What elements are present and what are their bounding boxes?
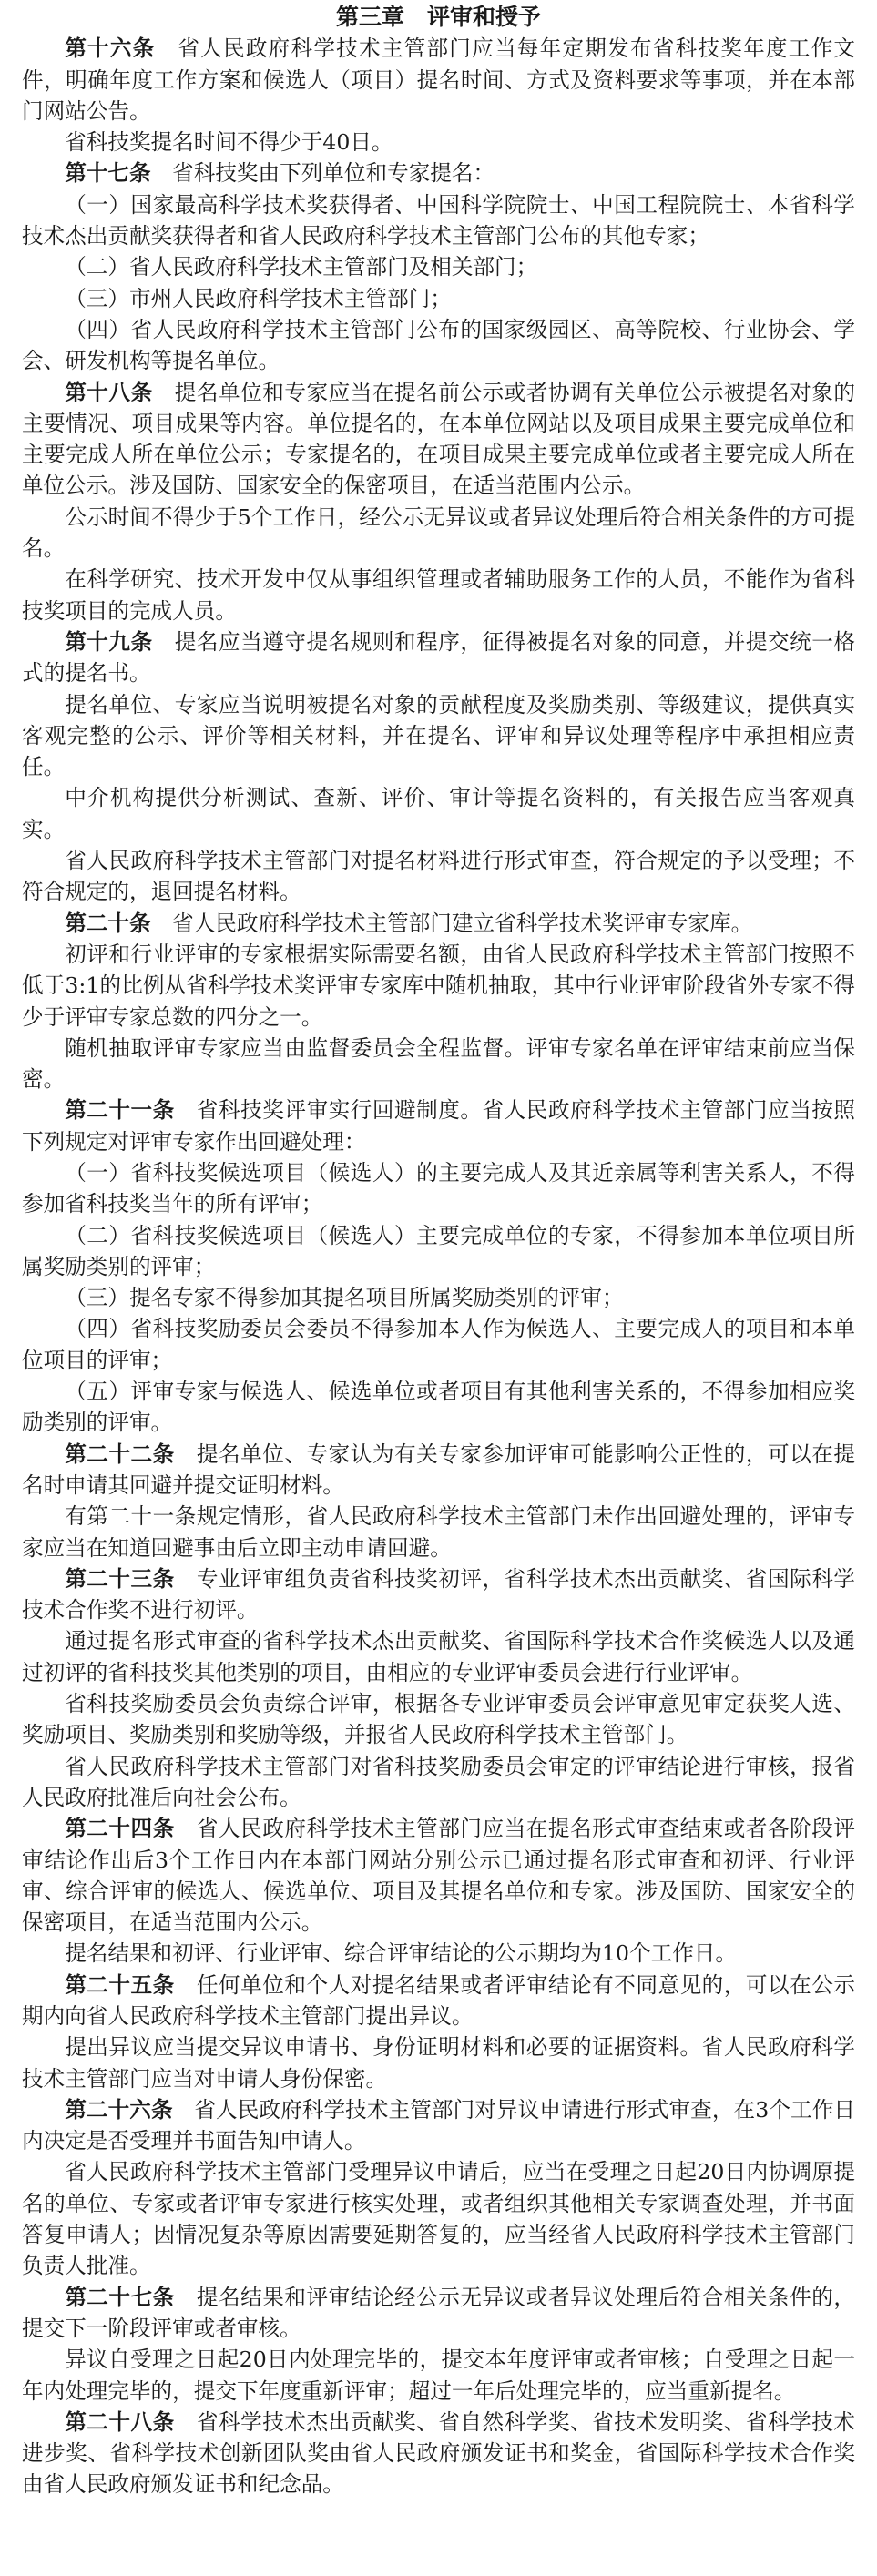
paragraph xyxy=(22,689,855,783)
paragraph-text: 省人民政府科学技术主管部门受理异议申请后，应当在受理之日起20日内协调原提名的单位、专家或者评审专家进行核实处理，或者组织其他相关专家调查处理，并书面答复申请人；因情况复杂等原因需要延期答复的，应当经省人民政府科学技术主管部门负责人批准。 xyxy=(22,2159,855,2279)
paragraph-text: 提名单位、专家应当说明被提名对象的贡献程度及奖励类别、等级建议，提供真实客观完整的公示、评价等相关材料，并在提名、评审和异议处理等程序中承担相应责任。 xyxy=(22,691,855,780)
paragraph-text: 有第二十一条规定情形，省人民政府科学技术主管部门未作出回避处理的，评审专家应当在知道回避事由后立即主动申请回避。 xyxy=(22,1503,855,1561)
paragraph xyxy=(22,1751,855,1814)
paragraph-text: （四）省人民政府科学技术主管部门公布的国家级园区、高等院校、行业协会、学会、研发机构等提名单位。 xyxy=(22,316,855,374)
paragraph-text: （三）提名专家不得参加其提名项目所属奖励类别的评审； xyxy=(65,1285,624,1311)
article-number: 第二十四条 xyxy=(65,1816,175,1842)
article-number: 第二十一条 xyxy=(65,1097,175,1124)
paragraph-text: 中介机构提供分析测试、查新、评价、审计等提名资料的，有关报告应当客观真实。 xyxy=(22,785,855,842)
paragraph xyxy=(22,2156,855,2281)
paragraph xyxy=(22,782,855,845)
paragraph-text: 省人民政府科学技术主管部门对异议申请进行形式审查，在3个工作日内决定是否受理并书面告知申请人。 xyxy=(22,2096,856,2154)
paragraph xyxy=(22,1282,855,1313)
paragraph-text: 提名单位、专家认为有关专家参加评审可能影响公正性的，可以在提名时申请其回避并提交证明材料。 xyxy=(22,1441,856,1498)
paragraph xyxy=(22,127,855,158)
paragraph xyxy=(22,1313,855,1376)
paragraph-text: 省科技奖由下列单位和专家提名： xyxy=(150,160,495,187)
paragraph xyxy=(22,1033,855,1095)
article-paragraph xyxy=(22,1813,855,1938)
paragraph-text: （五）评审专家与候选人、候选单位或者项目有其他利害关系的，不得参加相应奖励类别的评审。 xyxy=(22,1379,855,1436)
article-paragraph xyxy=(22,1439,855,1502)
paragraph-text: 提名结果和评审结论经公示无异议或者异议处理后符合相关条件的，提交下一阶段评审或者审核。 xyxy=(22,2284,856,2341)
article-paragraph xyxy=(22,1095,855,1157)
paragraph xyxy=(22,1625,855,1688)
paragraph-text: 省人民政府科学技术主管部门建立省科学技术奖评审专家库。 xyxy=(150,910,753,936)
paragraph-text: 专业评审组负责省科技奖初评，省科学技术杰出贡献奖、省国际科学技术合作奖不进行初评。 xyxy=(22,1565,856,1624)
paragraph xyxy=(22,939,855,1033)
article-paragraph xyxy=(22,626,855,689)
article-paragraph xyxy=(22,1563,855,1626)
paragraph-text: 公示时间不得少于5个工作日，经公示无异议或者异议处理后符合相关条件的方可提名。 xyxy=(22,504,855,562)
article-number: 第二十三条 xyxy=(65,1565,175,1592)
paragraph-text: （四）省科技奖励委员会委员不得参加本人作为候选人、主要完成人的项目和本单位项目的评审； xyxy=(22,1316,855,1373)
article-paragraph xyxy=(22,2094,855,2157)
paragraph xyxy=(22,251,855,282)
paragraph-text: （二）省科技奖候选项目（候选人）主要完成单位的专家，不得参加本单位项目所属奖励类别的评审； xyxy=(22,1222,855,1279)
paragraph-text: 省人民政府科学技术主管部门对省科技奖励委员会审定的评审结论进行审核，报省人民政府批准后向社会公布。 xyxy=(22,1753,855,1810)
paragraph xyxy=(22,283,855,314)
paragraph-text: 任何单位和个人对提名结果或者评审结论有不同意见的，可以在公示期内向省人民政府科学技术主管部门提出异议。 xyxy=(22,1971,856,2029)
article-paragraph xyxy=(22,158,855,188)
paragraph xyxy=(22,189,855,252)
article-paragraph xyxy=(22,33,855,127)
article-number: 第十六条 xyxy=(65,36,156,62)
paragraph-text: 省人民政府科学技术主管部门对提名材料进行形式审查，符合规定的予以受理；不符合规定的，退回提名材料。 xyxy=(22,848,855,905)
article-paragraph xyxy=(22,908,855,939)
document-body xyxy=(22,33,855,2500)
paragraph-text: 异议自受理之日起20日内处理完毕的，提交本年度评审或者审核；自受理之日起一年内处理完毕的，提交下年度重新评审；超过一年后处理完毕的，应当重新提名。 xyxy=(22,2347,855,2404)
paragraph-text: （三）市州人民政府科学技术主管部门； xyxy=(65,285,452,311)
paragraph-text: 省科技奖评审实行回避制度。省人民政府科学技术主管部门应当按照下列规定对评审专家作出回避处理： xyxy=(22,1097,856,1155)
paragraph xyxy=(22,564,855,626)
paragraph-text: 初评和行业评审的专家根据实际需要名额，由省人民政府科学技术主管部门按照不低于3:1的比例从省科学技术奖评审专家库中随机抽取，其中行业评审阶段省外专家不得少于评审专家总数的四分之一。 xyxy=(22,941,855,1030)
article-paragraph xyxy=(22,2407,855,2500)
paragraph-text: 随机抽取评审专家应当由监督委员会全程监督。评审专家名单在评审结束前应当保密。 xyxy=(22,1034,855,1093)
article-paragraph xyxy=(22,2282,855,2345)
paragraph xyxy=(22,2344,855,2407)
paragraph-text: （二）省人民政府科学技术主管部门及相关部门； xyxy=(65,254,538,280)
paragraph xyxy=(22,314,855,377)
paragraph xyxy=(22,2031,855,2094)
paragraph-text: 在科学研究、技术开发中仅从事组织管理或者辅助服务工作的人员，不能作为省科技奖项目的完成人员。 xyxy=(22,566,855,624)
paragraph-text: （一）国家最高科学技术奖获得者、中国科学院院士、中国工程院院士、本省科学技术杰出贡献奖获得者和省人民政府科学技术主管部门公布的其他专家； xyxy=(22,191,855,249)
article-number: 第十八条 xyxy=(65,379,153,405)
article-paragraph xyxy=(22,1970,855,2032)
paragraph-text: 通过提名形式审查的省科学技术杰出贡献奖、省国际科学技术合作奖候选人以及通过初评的省科技奖其他类别的项目，由相应的专业评审委员会进行行业评审。 xyxy=(22,1628,855,1685)
paragraph-text: 省人民政府科学技术主管部门应当每年定期发布省科技奖年度工作文件，明确年度工作方案和候选人（项目）提名时间、方式及资料要求等事项，并在本部门网站公告。 xyxy=(22,36,856,124)
article-number: 第二十五条 xyxy=(65,1971,175,1998)
article-number: 第二十七条 xyxy=(65,2284,175,2310)
article-number: 第二十六条 xyxy=(65,2096,173,2123)
paragraph-text: 提名单位和专家应当在提名前公示或者协调有关单位公示被提名对象的主要情况、项目成果等内容。单位提名的，在本单位网站以及项目成果主要完成单位和主要完成人所在单位公示；专家提名的，在项目成果主要完成单位或者主要完成人所在单位公示。涉及国防、国家安全的保密项目，在适当范围内公示。 xyxy=(22,379,855,499)
paragraph-text: （一）省科技奖候选项目（候选人）的主要完成人及其近亲属等利害关系人，不得参加省科技奖当年的所有评审； xyxy=(22,1159,855,1217)
paragraph-text: 省科学技术杰出贡献奖、省自然科学奖、省技术发明奖、省科学技术进步奖、省科学技术创新团队奖由省人民政府颁发证书和奖金，省国际科学技术合作奖由省人民政府颁发证书和纪念品。 xyxy=(22,2408,856,2498)
article-number: 第十七条 xyxy=(65,160,151,187)
paragraph xyxy=(22,1220,855,1283)
article-paragraph xyxy=(22,377,855,502)
paragraph xyxy=(22,1501,855,1563)
paragraph-text: 省科技奖励委员会负责综合评审，根据各专业评审委员会评审意见审定获奖人选、奖励项目、奖励类别和奖励等级，并报省人民政府科学技术主管部门。 xyxy=(22,1691,855,1748)
article-number: 第二十条 xyxy=(65,910,151,936)
article-number: 第二十二条 xyxy=(65,1441,175,1467)
paragraph xyxy=(22,845,855,908)
paragraph-text: 提名结果和初评、行业评审、综合评审结论的公示期均为10个工作日。 xyxy=(65,1940,738,1967)
paragraph xyxy=(22,1688,855,1751)
paragraph-text: 提名应当遵守提名规则和程序，征得被提名对象的同意，并提交统一格式的提名书。 xyxy=(22,628,855,687)
paragraph xyxy=(22,1157,855,1220)
article-number: 第二十八条 xyxy=(65,2408,175,2435)
paragraph xyxy=(22,1938,855,1969)
paragraph-text: 提出异议应当提交异议申请书、身份证明材料和必要的证据资料。省人民政府科学技术主管部门应当对申请人身份保密。 xyxy=(22,2034,855,2092)
paragraph xyxy=(22,502,855,565)
paragraph-text: 省人民政府科学技术主管部门应当在提名形式审查结束或者各阶段评审结论作出后3个工作日内在本部门网站分别公示已通过提名形式审查和初评、行业评审、综合评审的候选人、候选单位、项目及其提名单位和专家。涉及国防、国家安全的保密项目，在适当范围内公示。 xyxy=(22,1816,856,1936)
chapter-title: 第三章 评审和授予 xyxy=(335,4,541,30)
article-number: 第十九条 xyxy=(65,628,153,655)
paragraph-text: 省科技奖提名时间不得少于40日。 xyxy=(65,129,393,156)
paragraph xyxy=(22,1376,855,1439)
